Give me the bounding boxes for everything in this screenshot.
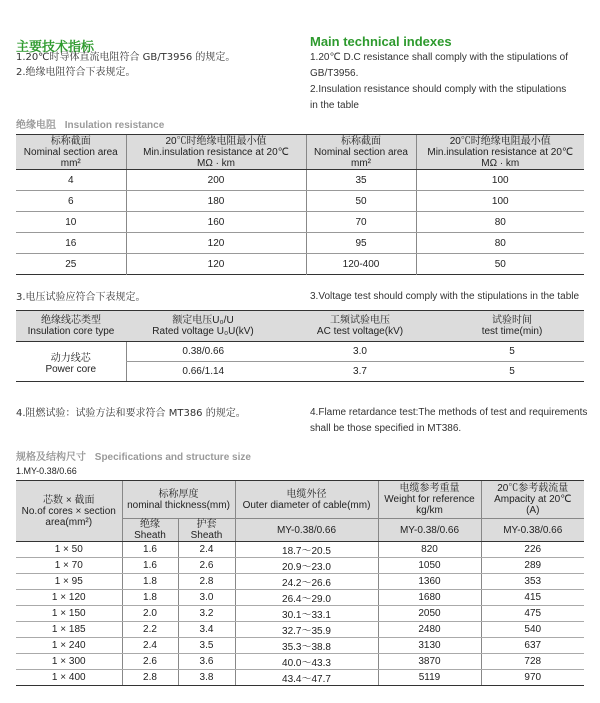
cell-ampacity: 637 — [481, 638, 584, 654]
cell-weight: 5119 — [378, 670, 481, 686]
spec-col-ampacity-header: 20℃参考载流量 Ampacity at 20℃ (A) — [481, 481, 584, 519]
insulation-table — [16, 134, 584, 275]
zh-tech-line-2: 2.绝缘电阻符合下表规定。 — [16, 67, 136, 78]
flame-en-line-2: shall be those specified in MT386. — [310, 423, 462, 434]
table-row — [16, 254, 584, 275]
cell-size: 1 × 50 — [16, 542, 122, 558]
cell-insulation: 1.6 — [122, 558, 178, 574]
en-tech-line-2: GB/T3956. — [310, 68, 359, 79]
cell-insulation: 2.2 — [122, 622, 178, 638]
voltage-zh-text: 3.电压试验应符合下表规定。 — [16, 292, 146, 303]
cell-insulation: 2.8 — [122, 670, 178, 686]
cell-section: 70 — [306, 212, 416, 233]
insulation-header-en: Insulation resistance — [64, 120, 165, 131]
table-row — [16, 212, 584, 233]
flame-zh-text: 4.阻燃试验：试验方法和要求符合 MT386 的规定。 — [16, 408, 246, 419]
cell-insulation: 2.6 — [122, 654, 178, 670]
cell-ampacity: 728 — [481, 654, 584, 670]
cell-insulation: 1.6 — [122, 542, 178, 558]
spec-sub-sheath: 护套 Sheath — [178, 519, 235, 542]
cell-weight: 3130 — [378, 638, 481, 654]
cell-size: 1 × 120 — [16, 590, 122, 606]
table-row — [16, 622, 584, 638]
flame-en-line-1: 4.Flame retardance test:The methods of test and requirements — [310, 407, 588, 418]
cell-outer-diameter: 26.4～29.0 — [235, 590, 378, 606]
table-row — [16, 558, 584, 574]
cell-ampacity: 289 — [481, 558, 584, 574]
zh-section-title: 主要技术指标 — [16, 40, 95, 55]
cell-insulation: 1.8 — [122, 590, 178, 606]
cell-section: 120-400 — [306, 254, 416, 275]
cell-sheath: 2.4 — [178, 542, 235, 558]
insulation-section-header — [16, 116, 164, 131]
table-row — [16, 342, 584, 362]
cell-weight: 2480 — [378, 622, 481, 638]
cell-ampacity: 353 — [481, 574, 584, 590]
cell-test-time: 5 — [509, 366, 515, 377]
spec-sub-weight-model: MY-0.38/0.66 — [378, 519, 481, 542]
insulation-col3-header: 标称截面 Nominal section area mm² — [306, 135, 416, 170]
cell-resistance: 200 — [126, 170, 306, 191]
spec-section-header — [16, 448, 251, 463]
cell-resistance: 120 — [126, 254, 306, 275]
cell-ampacity: 226 — [481, 542, 584, 558]
en-tech-line-4: in the table — [310, 100, 359, 111]
table-row — [16, 654, 584, 670]
cell-sheath: 3.6 — [178, 654, 235, 670]
voltage-table — [16, 310, 584, 382]
insulation-col4-header: 20℃时绝缘电阻最小值 Min.insulation resistance at 20℃ MΩ · km — [416, 135, 584, 170]
cell-sheath: 3.8 — [178, 670, 235, 686]
cell-sheath: 3.4 — [178, 622, 235, 638]
insulation-header-zh: 绝缘电阻 — [16, 120, 56, 131]
voltage-en-text: 3.Voltage test should comply with the stipulations in the table — [310, 291, 580, 302]
spec-col-od-header: 电缆外径 Outer diameter of cable(mm) — [235, 481, 378, 519]
cell-insulation: 1.8 — [122, 574, 178, 590]
spec-sub-insulation: 绝缘 Sheath — [122, 519, 178, 542]
spec-col-size-header: 芯数 × 截面 No.of cores × section area(mm²) — [16, 481, 122, 542]
cell-ac-voltage: 3.0 — [280, 342, 440, 362]
cell-section: 4 — [16, 170, 126, 191]
table-row — [16, 606, 584, 622]
cell-sheath: 3.0 — [178, 590, 235, 606]
cell-section: 16 — [16, 233, 126, 254]
zh-tech-line-1: 1.20℃时导体直流电阻符合 GB/T3956 的规定。 — [16, 52, 236, 63]
cell-outer-diameter: 30.1～33.1 — [235, 606, 378, 622]
cell-size: 1 × 240 — [16, 638, 122, 654]
voltage-header-row — [16, 311, 584, 342]
cell-size: 1 × 70 — [16, 558, 122, 574]
cell-insulation: 2.4 — [122, 638, 178, 654]
table-row — [16, 574, 584, 590]
voltage-col3-header: 工频试验电压 AC test voltage(kV) — [280, 311, 440, 342]
voltage-core-type: 动力线芯 Power core — [16, 342, 126, 382]
cell-resistance: 160 — [126, 212, 306, 233]
en-tech-line-1: 1.20℃ D.C resistance shall comply with the stipulations of — [310, 52, 569, 63]
cell-outer-diameter: 40.0～43.3 — [235, 654, 378, 670]
table-row — [16, 542, 584, 558]
cell-outer-diameter: 20.9～23.0 — [235, 558, 378, 574]
cell-size: 1 × 95 — [16, 574, 122, 590]
cell-ac-voltage: 3.7 — [353, 366, 367, 377]
cell-weight: 1680 — [378, 590, 481, 606]
table-row — [16, 670, 584, 686]
voltage-col4-header: 试验时间 test time(min) — [440, 311, 584, 342]
cell-test-time: 5 — [440, 342, 584, 362]
cell-section: 6 — [16, 191, 126, 212]
cell-size: 1 × 150 — [16, 606, 122, 622]
spec-header-row — [16, 481, 584, 519]
cell-insulation: 2.0 — [122, 606, 178, 622]
cell-ampacity: 415 — [481, 590, 584, 606]
cell-sheath: 3.5 — [178, 638, 235, 654]
cell-size: 1 × 300 — [16, 654, 122, 670]
spec-col-thickness-header: 标称厚度 nominal thickness(mm) — [122, 481, 235, 519]
spec-table-body — [16, 542, 584, 686]
cell-size: 1 × 185 — [16, 622, 122, 638]
spec-header-en: Specifications and structure size — [94, 452, 251, 463]
cell-section: 95 — [306, 233, 416, 254]
spec-model-label: 1.MY-0.38/0.66 — [16, 466, 77, 476]
cell-rated-voltage: 0.66/1.14 — [126, 362, 280, 382]
cell-section: 25 — [65, 258, 77, 270]
cell-section: 50 — [306, 191, 416, 212]
spec-sub-od-model: MY-0.38/0.66 — [235, 519, 378, 542]
cell-resistance: 100 — [416, 191, 584, 212]
table-row — [16, 191, 584, 212]
table-row — [16, 638, 584, 654]
cell-weight: 1360 — [378, 574, 481, 590]
cell-outer-diameter: 32.7～35.9 — [235, 622, 378, 638]
spec-sub-ampacity-model: MY-0.38/0.66 — [481, 519, 584, 542]
cell-section: 35 — [306, 170, 416, 191]
cell-weight: 3870 — [378, 654, 481, 670]
cell-outer-diameter: 35.3～38.8 — [235, 638, 378, 654]
spec-table — [16, 480, 584, 686]
cell-section: 10 — [16, 212, 126, 233]
en-tech-line-3: 2.Insulation resistance should comply with the stipulations — [310, 84, 567, 95]
cell-resistance: 120 — [126, 233, 306, 254]
cell-resistance: 50 — [416, 254, 584, 275]
cell-weight: 1050 — [378, 558, 481, 574]
table-row — [16, 590, 584, 606]
insulation-col2-header: 20℃时绝缘电阻最小值 Min.insulation resistance at 20℃ MΩ · km — [126, 135, 306, 170]
cell-ampacity: 970 — [481, 670, 584, 686]
cell-sheath: 2.8 — [178, 574, 235, 590]
cell-resistance: 180 — [126, 191, 306, 212]
cell-ampacity: 475 — [481, 606, 584, 622]
voltage-col1-header: 绝缘线芯类型 Insulation core type — [16, 311, 126, 342]
spec-col-weight-header: 电缆参考重量 Weight for reference kg/km — [378, 481, 481, 519]
cell-resistance: 100 — [416, 170, 584, 191]
cell-outer-diameter: 18.7～20.5 — [235, 542, 378, 558]
cell-ampacity: 540 — [481, 622, 584, 638]
insulation-header-row — [16, 135, 584, 170]
cell-resistance: 80 — [416, 212, 584, 233]
en-section-title: Main technical indexes — [310, 34, 452, 49]
cell-outer-diameter: 43.4～47.7 — [235, 670, 378, 686]
spec-header-zh: 规格及结构尺寸 — [16, 452, 86, 463]
cell-sheath: 2.6 — [178, 558, 235, 574]
insulation-col1-header: 标称截面 Nominal section area mm² — [16, 135, 126, 170]
cell-size: 1 × 400 — [16, 670, 122, 686]
cell-weight: 2050 — [378, 606, 481, 622]
table-row — [16, 170, 584, 191]
cell-rated-voltage: 0.38/0.66 — [126, 342, 280, 362]
cell-resistance: 80 — [416, 233, 584, 254]
cell-sheath: 3.2 — [178, 606, 235, 622]
cell-outer-diameter: 24.2～26.6 — [235, 574, 378, 590]
voltage-col2-header: 额定电压U₀/U Rated voltage U₀U(kV) — [126, 311, 280, 342]
cell-weight: 820 — [378, 542, 481, 558]
table-row — [16, 233, 584, 254]
